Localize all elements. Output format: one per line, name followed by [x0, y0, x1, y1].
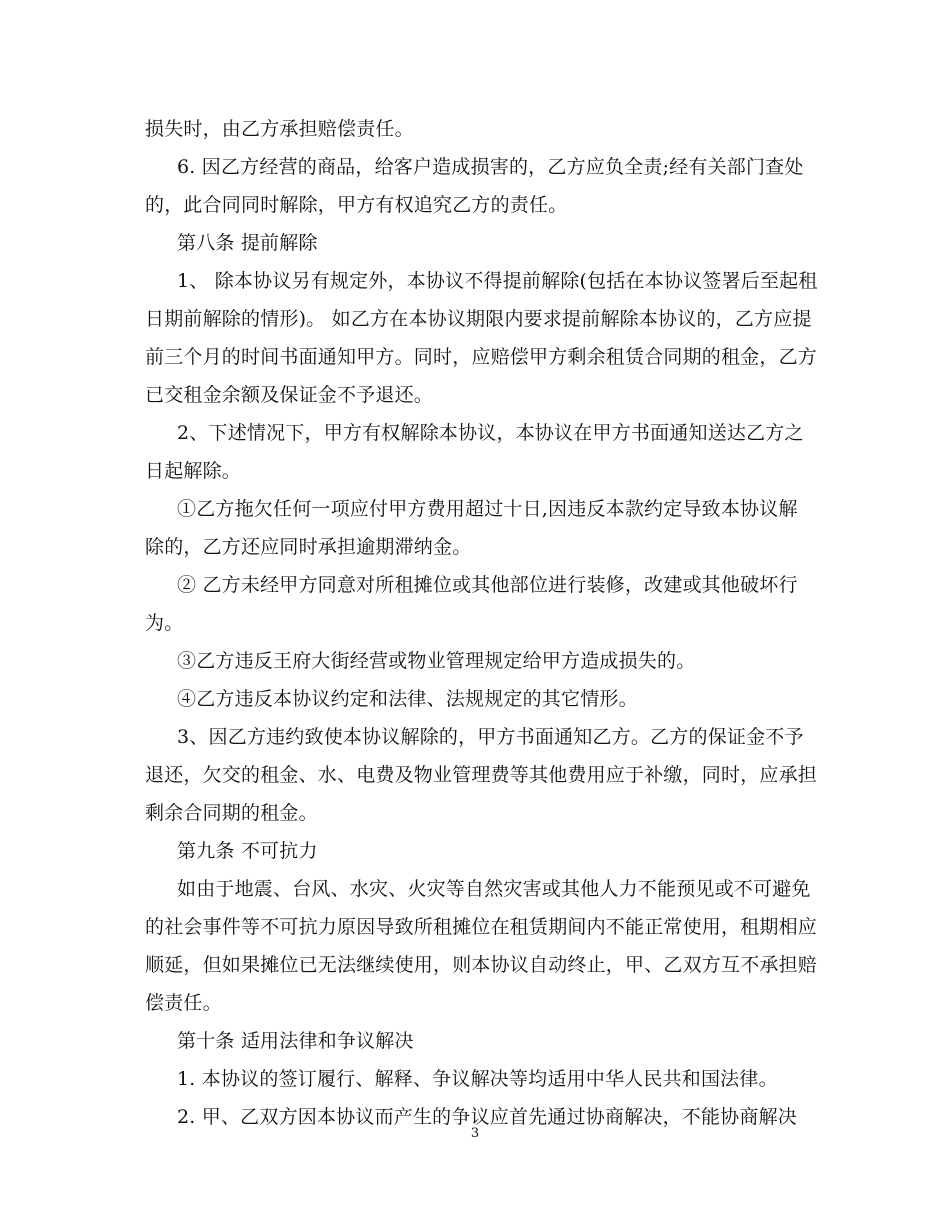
text-line: 已交租金余额及保证金不予退还。 [145, 384, 434, 406]
text-line: 1、 除本协议另有规定外，本协议不得提前解除(包括在本协议签署后至起租 [177, 270, 818, 292]
text-line: 的社会事件等不可抗力原因导致所租摊位在租赁期间内不能正常使用，租期相应 [145, 916, 818, 938]
page-number: 3 [470, 1126, 480, 1141]
document-body [145, 110, 818, 1136]
text-line: 1. 本协议的签订履行、解释、争议解决等均适用中华人民共和国法律。 [177, 1068, 778, 1090]
text-line: 2. 甲、乙双方因本协议而产生的争议应首先通过协商解决，不能协商解决 [177, 1106, 797, 1128]
text-line: 日起解除。 [145, 460, 242, 482]
text-line: 剩余合同期的租金。 [145, 802, 318, 824]
text-line: 为。 [145, 612, 184, 634]
text-line: 第八条 提前解除 [177, 232, 318, 254]
text-line: 前三个月的时间书面通知甲方。同时，应赔偿甲方剩余租赁合同期的租金，乙方 [145, 346, 818, 368]
text-line: 3、因乙方违约致使本协议解除的，甲方书面通知乙方。乙方的保证金不予 [177, 726, 804, 748]
text-line: ② 乙方未经甲方同意对所租摊位或其他部位进行装修，改建或其他破坏行 [177, 574, 798, 596]
text-line: 的，此合同同时解除，甲方有权追究乙方的责任。 [145, 194, 568, 216]
text-line: 日期前解除的情形)。 如乙方在本协议期限内要求提前解除本协议的，乙方应提 [145, 308, 812, 330]
text-line: 6. 因乙方经营的商品，给客户造成损害的，乙方应负全责;经有关部门查处 [177, 156, 804, 178]
text-line: 顺延，但如果摊位已无法继续使用，则本协议自动终止，甲、乙双方互不承担赔 [145, 954, 818, 976]
text-line: ④乙方违反本协议约定和法律、法规规定的其它情形。 [177, 688, 638, 710]
text-line: 偿责任。 [145, 992, 222, 1014]
text-line: ③乙方违反王府大街经营或物业管理规定给甲方造成损失的。 [177, 650, 696, 672]
text-line: 如由于地震、台风、水灾、火灾等自然灾害或其他人力不能预见或不可避免 [177, 878, 811, 900]
text-line: 第十条 适用法律和争议解决 [177, 1030, 414, 1052]
text-line: 损失时，由乙方承担赔偿责任。 [145, 118, 414, 140]
text-line: 退还，欠交的租金、水、电费及物业管理费等其他费用应于补缴，同时，应承担 [145, 764, 818, 786]
text-line: 除的，乙方还应同时承担逾期滞纳金。 [145, 536, 472, 558]
text-line: ①乙方拖欠任何一项应付甲方费用超过十日,因违反本款约定导致本协议解 [177, 498, 798, 520]
text-line: 2、下述情况下，甲方有权解除本协议，本协议在甲方书面通知送达乙方之 [177, 422, 804, 444]
text-line: 第九条 不可抗力 [177, 840, 318, 862]
